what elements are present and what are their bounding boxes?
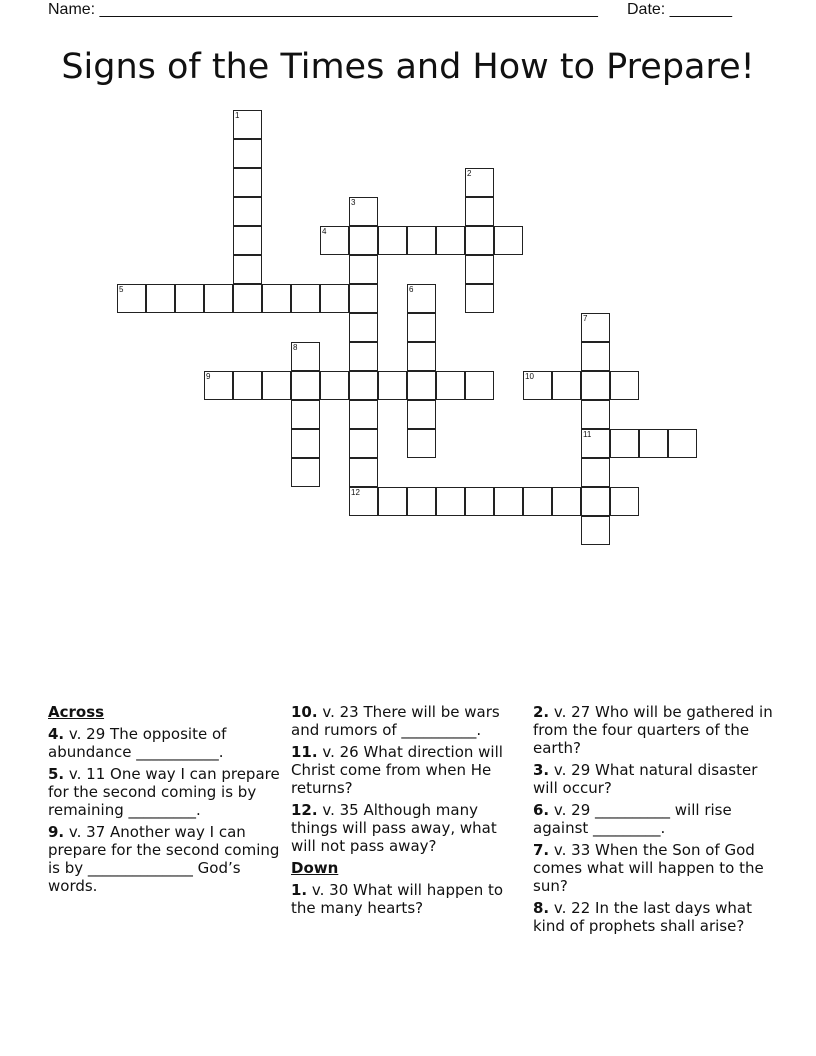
- clue-number: 8.: [533, 899, 550, 917]
- crossword-cell[interactable]: [291, 400, 320, 429]
- crossword-cell[interactable]: [233, 168, 262, 197]
- clue-number: 4.: [48, 725, 65, 743]
- across-clue-9: [48, 823, 280, 895]
- clue-number-label: 12: [351, 488, 360, 497]
- down-clue-2: [533, 703, 773, 757]
- crossword-cell[interactable]: [436, 226, 465, 255]
- clue-column-1: [48, 703, 280, 899]
- down-clue-1: [291, 881, 523, 917]
- crossword-cell[interactable]: [581, 371, 610, 400]
- crossword-cell[interactable]: [610, 487, 639, 516]
- crossword-cell[interactable]: [262, 284, 291, 313]
- crossword-cell[interactable]: [581, 516, 610, 545]
- clue-text: v. 37 Another way I can prepare for the second coming is by ______________ God’s words.: [48, 823, 280, 895]
- down-clue-7: [533, 841, 773, 895]
- clue-number: 12.: [291, 801, 318, 819]
- clue-number-label: 2: [467, 169, 472, 178]
- across-clue-5: [48, 765, 280, 819]
- clue-number: 1.: [291, 881, 308, 899]
- clue-number: 7.: [533, 841, 550, 859]
- clue-number-label: 3: [351, 198, 356, 207]
- clue-text: v. 26 What direction will Christ come from when He returns?: [291, 743, 503, 797]
- crossword-cell[interactable]: [233, 226, 262, 255]
- clue-text: v. 30 What will happen to the many hearts?: [291, 881, 504, 917]
- crossword-cell[interactable]: [233, 284, 262, 313]
- down-clue-3: [533, 761, 773, 797]
- name-line: Name: ________________________________________________________: [48, 1, 598, 18]
- down-clue-8: [533, 899, 773, 935]
- clue-text: v. 35 Although many things will pass away, what will not pass away?: [291, 801, 497, 855]
- across-clue-10: [291, 703, 523, 739]
- clue-number-label: 11: [583, 430, 592, 439]
- crossword-cell[interactable]: [581, 458, 610, 487]
- crossword-cell[interactable]: [407, 487, 436, 516]
- crossword-cell[interactable]: [465, 226, 494, 255]
- crossword-cell[interactable]: [349, 429, 378, 458]
- crossword-cell[interactable]: [552, 371, 581, 400]
- clue-number: 9.: [48, 823, 65, 841]
- crossword-cell[interactable]: [407, 400, 436, 429]
- crossword-cell[interactable]: [349, 458, 378, 487]
- down-clue-6: [533, 801, 773, 837]
- crossword-cell[interactable]: [581, 400, 610, 429]
- clue-number: 5.: [48, 765, 65, 783]
- clue-number-label: 4: [322, 227, 327, 236]
- across-clue-12: [291, 801, 523, 855]
- clue-text: v. 11 One way I can prepare for the second coming is by remaining _________.: [48, 765, 280, 819]
- crossword-cell[interactable]: [668, 429, 697, 458]
- clue-number-label: 7: [583, 314, 588, 323]
- crossword-cell[interactable]: [349, 342, 378, 371]
- crossword-cell[interactable]: [291, 458, 320, 487]
- crossword-cell[interactable]: [610, 371, 639, 400]
- crossword-cell[interactable]: [291, 429, 320, 458]
- crossword-cell[interactable]: [146, 284, 175, 313]
- crossword-cell[interactable]: [320, 284, 349, 313]
- crossword-cell[interactable]: [581, 487, 610, 516]
- crossword-cell[interactable]: [233, 255, 262, 284]
- crossword-cell[interactable]: [378, 226, 407, 255]
- crossword-cell[interactable]: [639, 429, 668, 458]
- crossword-cell[interactable]: [349, 371, 378, 400]
- clue-text: v. 23 There will be wars and rumors of __________.: [291, 703, 500, 739]
- crossword-cell[interactable]: [378, 371, 407, 400]
- clue-number: 11.: [291, 743, 318, 761]
- clue-text: v. 22 In the last days what kind of prophets shall arise?: [533, 899, 752, 935]
- clue-column-3: [533, 703, 773, 939]
- crossword-cell[interactable]: [465, 255, 494, 284]
- crossword-cell[interactable]: [407, 342, 436, 371]
- crossword-cell[interactable]: [407, 371, 436, 400]
- crossword-cell[interactable]: [233, 197, 262, 226]
- crossword-cell[interactable]: [465, 284, 494, 313]
- crossword-cell[interactable]: [233, 371, 262, 400]
- clue-text: v. 33 When the Son of God comes what will happen to the sun?: [533, 841, 764, 895]
- crossword-cell[interactable]: [175, 284, 204, 313]
- crossword-cell[interactable]: [494, 226, 523, 255]
- clue-text: v. 29 __________ will rise against _________.: [533, 801, 732, 837]
- clue-text: v. 29 What natural disaster will occur?: [533, 761, 758, 797]
- crossword-cell[interactable]: [291, 371, 320, 400]
- crossword-cell[interactable]: [465, 487, 494, 516]
- clue-text: v. 29 The opposite of abundance ___________.: [48, 725, 227, 761]
- crossword-cell[interactable]: [349, 284, 378, 313]
- clue-number: 2.: [533, 703, 550, 721]
- clue-number-label: 10: [525, 372, 534, 381]
- across-clue-4: [48, 725, 280, 761]
- clue-text: v. 27 Who will be gathered in from the four quarters of the earth?: [533, 703, 773, 757]
- crossword-cell[interactable]: [378, 487, 407, 516]
- crossword-cell[interactable]: [436, 371, 465, 400]
- down-heading: Down: [291, 859, 339, 877]
- crossword-cell[interactable]: [465, 371, 494, 400]
- crossword-cell[interactable]: [204, 284, 233, 313]
- crossword-cell[interactable]: [581, 342, 610, 371]
- crossword-cell[interactable]: [610, 429, 639, 458]
- crossword-cell[interactable]: [349, 313, 378, 342]
- clue-number-label: 5: [119, 285, 124, 294]
- date-line: Date: _______: [627, 1, 732, 18]
- crossword-cell[interactable]: [523, 487, 552, 516]
- clue-number-label: 6: [409, 285, 414, 294]
- crossword-cell[interactable]: [291, 284, 320, 313]
- crossword-cell[interactable]: [233, 139, 262, 168]
- crossword-cell[interactable]: [262, 371, 291, 400]
- clue-number-label: 9: [206, 372, 211, 381]
- crossword-cell[interactable]: [494, 487, 523, 516]
- across-clue-11: [291, 743, 523, 797]
- crossword-cell[interactable]: [436, 487, 465, 516]
- crossword-cell[interactable]: [349, 400, 378, 429]
- clue-number-label: 1: [235, 111, 240, 120]
- clue-column-2: [291, 703, 523, 921]
- crossword-cell[interactable]: [349, 226, 378, 255]
- crossword-cell[interactable]: [407, 226, 436, 255]
- crossword-cell[interactable]: [349, 255, 378, 284]
- crossword-cell[interactable]: [407, 313, 436, 342]
- crossword-cell[interactable]: [407, 429, 436, 458]
- clue-number: 3.: [533, 761, 550, 779]
- page-title: Signs of the Times and How to Prepare!: [61, 47, 755, 87]
- crossword-cell[interactable]: [465, 197, 494, 226]
- clue-number: 10.: [291, 703, 318, 721]
- clue-number: 6.: [533, 801, 550, 819]
- crossword-cell[interactable]: [552, 487, 581, 516]
- clue-number-label: 8: [293, 343, 298, 352]
- across-heading: Across: [48, 703, 105, 721]
- crossword-cell[interactable]: [320, 371, 349, 400]
